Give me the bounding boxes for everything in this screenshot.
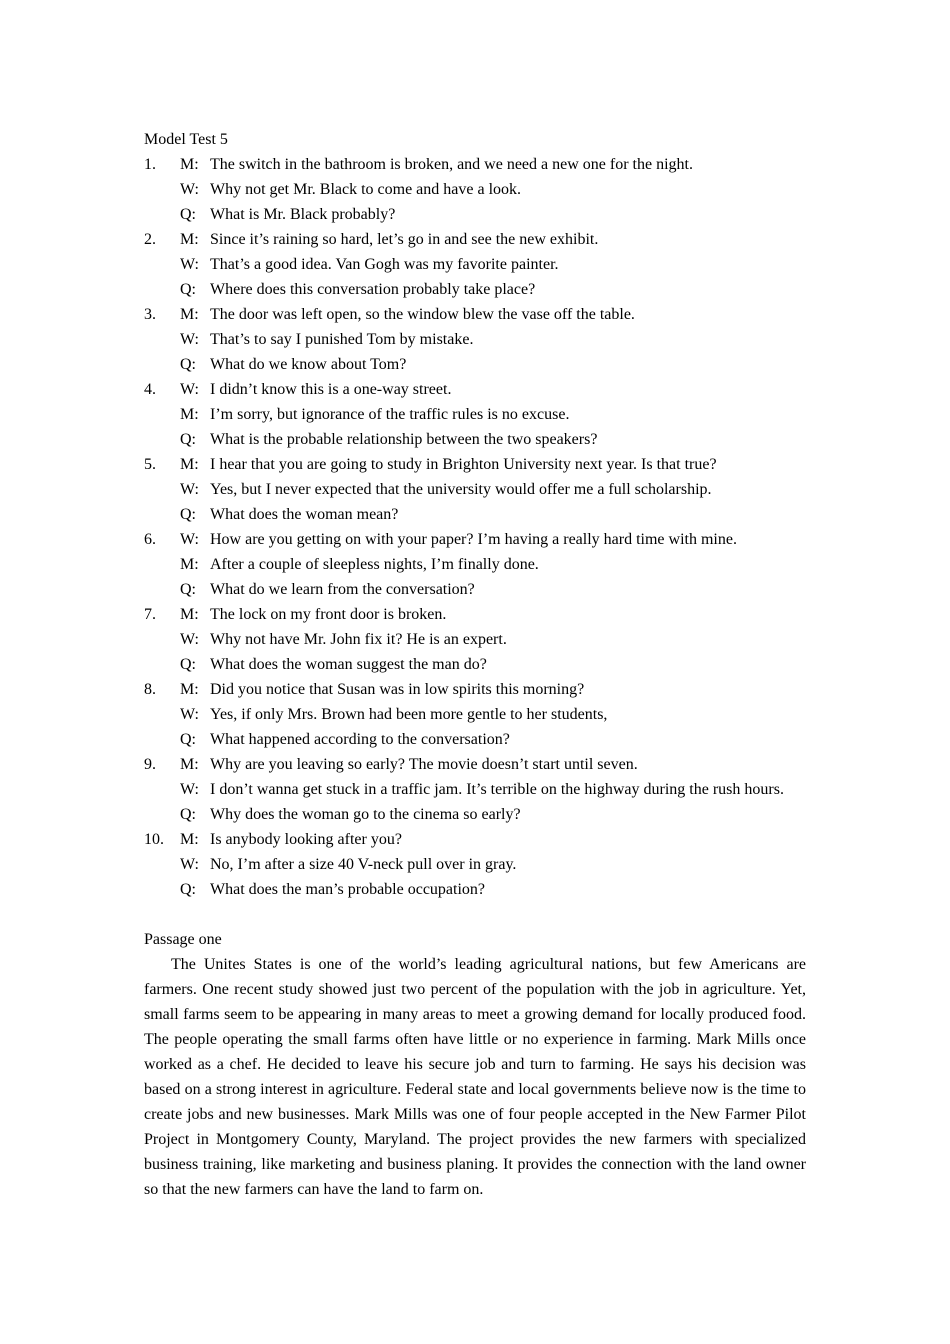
question-number: 4. [144, 381, 156, 398]
speaker-label: M: [180, 406, 199, 423]
question-list [144, 152, 806, 902]
line-text: What happened according to the conversation? [210, 731, 510, 748]
speaker-label: Q: [180, 431, 196, 448]
question-number [144, 277, 180, 302]
speaker-label: W: [180, 181, 199, 198]
question-line [144, 802, 806, 827]
question-line [144, 277, 806, 302]
line-text: That’s to say I punished Tom by mistake. [210, 331, 474, 348]
line-text: Since it’s raining so hard, let’s go in and see the new exhibit. [210, 231, 599, 248]
line-text: How are you getting on with your paper? I’m having a really hard time with mine. [210, 531, 737, 548]
question-line [144, 202, 806, 227]
speaker-label: Q: [180, 506, 196, 523]
question-line [144, 652, 806, 677]
passage-paragraph: The Unites States is one of the world’s leading agricultural nations, but few Americans are farmers. One recent study showed just two percent of the population with the job in agriculture. Yet, small farms seem to be appearing in many areas to meet a growing demand for locally produced food. The people operating the small farms often have little or no experience in farming. Mark Mills once worked as a chef. He decided to leave his secure job and turn to farming. He says his decision was based on a strong interest in agriculture. Federal state and local governments believe now is the time to create jobs and new businesses. Mark Mills was one of four people accepted in the New Farmer Pilot Project in Montgomery County, Maryland. The project provides the new farmers with specialized business training, like marketing and business planing. It provides the connection with the land owner so that the new farmers can have the land to farm on. [144, 956, 806, 1198]
question-line [144, 302, 806, 327]
speaker-label: W: [180, 481, 199, 498]
question-number [144, 627, 180, 652]
question-number [144, 727, 180, 752]
speaker-label: M: [180, 306, 199, 323]
speaker-label: W: [180, 706, 199, 723]
question-number [144, 327, 180, 352]
question-number: 2. [144, 231, 156, 248]
question-number [144, 202, 180, 227]
question-number: 7. [144, 606, 156, 623]
question-line [144, 352, 806, 377]
question-number [144, 352, 180, 377]
speaker-label: M: [180, 231, 199, 248]
line-text: The door was left open, so the window blew the vase off the table. [210, 306, 635, 323]
question-number [144, 402, 180, 427]
question-number [144, 427, 180, 452]
speaker-label: M: [180, 756, 199, 773]
line-text: After a couple of sleepless nights, I’m finally done. [210, 556, 539, 573]
question-line [144, 427, 806, 452]
speaker-label: M: [180, 681, 199, 698]
question-number [144, 577, 180, 602]
speaker-label: W: [180, 781, 199, 798]
line-text: Why does the woman go to the cinema so early? [210, 806, 521, 823]
question-line [144, 452, 806, 477]
question-line [144, 577, 806, 602]
line-text: Why not have Mr. John fix it? He is an expert. [210, 631, 507, 648]
line-text: The switch in the bathroom is broken, and we need a new one for the night. [210, 156, 693, 173]
line-text: No, I’m after a size 40 V-neck pull over in gray. [210, 856, 517, 873]
line-text: What does the man’s probable occupation? [210, 881, 486, 898]
line-text: That’s a good idea. Van Gogh was my favorite painter. [210, 256, 559, 273]
speaker-label: M: [180, 606, 199, 623]
question-number [144, 702, 180, 727]
speaker-label: Q: [180, 881, 196, 898]
line-text: I didn’t know this is a one-way street. [210, 381, 452, 398]
question-number: 6. [144, 531, 156, 548]
line-text: Why are you leaving so early? The movie doesn’t start until seven. [210, 756, 638, 773]
line-text: I’m sorry, but ignorance of the traffic rules is no excuse. [210, 406, 570, 423]
question-number: 1. [144, 156, 156, 173]
question-line [144, 752, 806, 777]
question-line [144, 827, 806, 852]
passage-section [144, 927, 806, 1202]
question-number [144, 877, 180, 902]
question-line [144, 402, 806, 427]
line-text: I hear that you are going to study in Brighton University next year. Is that true? [210, 456, 717, 473]
speaker-label: M: [180, 156, 199, 173]
speaker-label: Q: [180, 806, 196, 823]
speaker-label: M: [180, 556, 199, 573]
question-number [144, 852, 180, 877]
question-line [144, 527, 806, 552]
question-line [144, 702, 806, 727]
speaker-label: Q: [180, 731, 196, 748]
line-text: What does the woman suggest the man do? [210, 656, 487, 673]
line-text: What does the woman mean? [210, 506, 399, 523]
question-number: 8. [144, 681, 156, 698]
question-number [144, 502, 180, 527]
line-text: Is anybody looking after you? [210, 831, 402, 848]
speaker-label: Q: [180, 206, 196, 223]
speaker-label: Q: [180, 581, 196, 598]
question-line [144, 377, 806, 402]
speaker-label: W: [180, 256, 199, 273]
question-line [144, 552, 806, 577]
question-number [144, 652, 180, 677]
speaker-label: M: [180, 456, 199, 473]
question-line [144, 777, 806, 802]
document-title: Model Test 5 [144, 131, 228, 148]
speaker-label: W: [180, 381, 199, 398]
question-number [144, 802, 180, 827]
speaker-label: W: [180, 531, 199, 548]
line-text: The lock on my front door is broken. [210, 606, 447, 623]
question-line [144, 227, 806, 252]
question-number: 10. [144, 831, 164, 848]
line-text: What do we learn from the conversation? [210, 581, 475, 598]
question-line [144, 477, 806, 502]
question-number: 9. [144, 756, 156, 773]
question-number [144, 252, 180, 277]
question-line [144, 252, 806, 277]
question-number [144, 477, 180, 502]
speaker-label: Q: [180, 656, 196, 673]
question-line [144, 727, 806, 752]
question-line [144, 602, 806, 627]
line-text: Did you notice that Susan was in low spirits this morning? [210, 681, 585, 698]
question-line [144, 627, 806, 652]
question-number [144, 177, 180, 202]
line-text: I don’t wanna get stuck in a traffic jam. It’s terrible on the highway during the rush hours. [210, 781, 784, 798]
question-line [144, 852, 806, 877]
speaker-label: W: [180, 631, 199, 648]
speaker-label: Q: [180, 281, 196, 298]
question-line [144, 177, 806, 202]
speaker-label: W: [180, 856, 199, 873]
speaker-label: Q: [180, 356, 196, 373]
line-text: Yes, but I never expected that the university would offer me a full scholarship. [210, 481, 712, 498]
line-text: Where does this conversation probably take place? [210, 281, 536, 298]
speaker-label: M: [180, 831, 199, 848]
question-line [144, 877, 806, 902]
passage-title: Passage one [144, 931, 222, 948]
question-line [144, 327, 806, 352]
line-text: What is Mr. Black probably? [210, 206, 396, 223]
question-line [144, 152, 806, 177]
line-text: Why not get Mr. Black to come and have a look. [210, 181, 522, 198]
question-number: 5. [144, 456, 156, 473]
question-line [144, 677, 806, 702]
question-line [144, 502, 806, 527]
line-text: Yes, if only Mrs. Brown had been more gentle to her students, [210, 706, 608, 723]
speaker-label: W: [180, 331, 199, 348]
question-number [144, 777, 180, 802]
question-number [144, 552, 180, 577]
line-text: What do we know about Tom? [210, 356, 407, 373]
question-number: 3. [144, 306, 156, 323]
line-text: What is the probable relationship between the two speakers? [210, 431, 598, 448]
